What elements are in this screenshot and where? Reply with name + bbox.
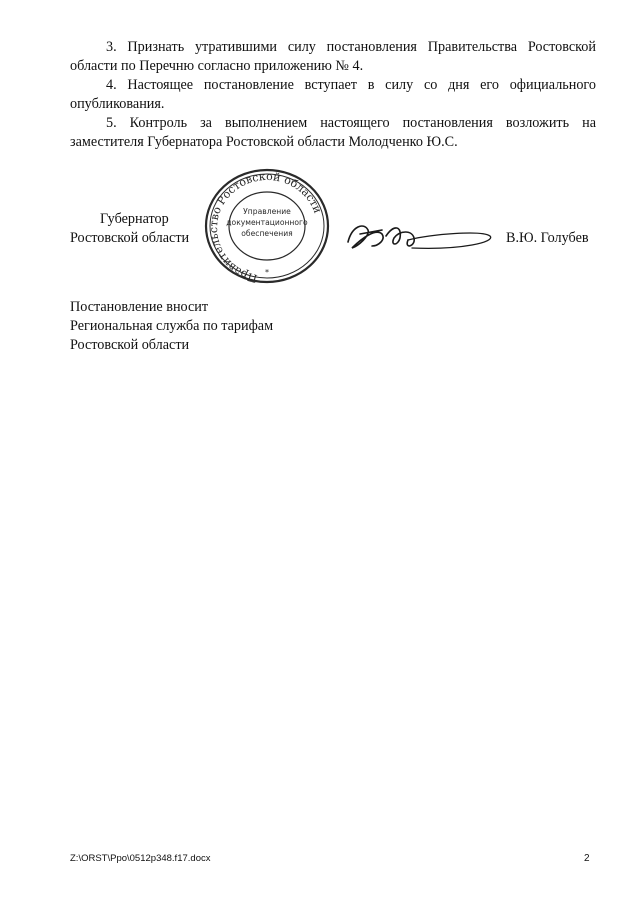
seal-inner-line2: документационного (226, 218, 308, 227)
seal-star-icon: * (265, 268, 269, 277)
paragraph-3: 3. Признать утратившими силу постановления Правительства Ростовской области по Перечню согласно приложению № 4. (70, 39, 596, 74)
signer-name: В.Ю. Голубев (506, 230, 589, 246)
footer-file-path: Z:\ORST\Ppo\0512p348.f17.docx (70, 853, 211, 864)
official-seal-stamp (202, 167, 332, 285)
seal-outer-text: Правительство Ростовской области (206, 169, 325, 285)
signatory-title-line2: Ростовской области (70, 230, 190, 246)
origin-note-line3: Ростовской области (70, 337, 190, 353)
origin-note (70, 298, 273, 355)
signatory-title (70, 210, 189, 248)
seal-inner-line1: Управление (243, 207, 291, 216)
paragraph-4: 4. Настоящее постановление вступает в силу со дня его официального опубликования. (70, 77, 596, 112)
handwritten-signature (342, 216, 494, 254)
origin-note-line1: Постановление вносит (70, 299, 209, 315)
seal-inner-line3: обеспечения (241, 229, 293, 238)
footer-page-number: 2 (584, 853, 590, 864)
paragraph-5: 5. Контроль за выполнением настоящего постановления возложить на заместителя Губернатора Ростовской области Молодченко Ю.С. (70, 115, 596, 150)
origin-note-line2: Региональная служба по тарифам (70, 318, 274, 334)
signatory-title-line1: Губернатор (100, 211, 169, 227)
